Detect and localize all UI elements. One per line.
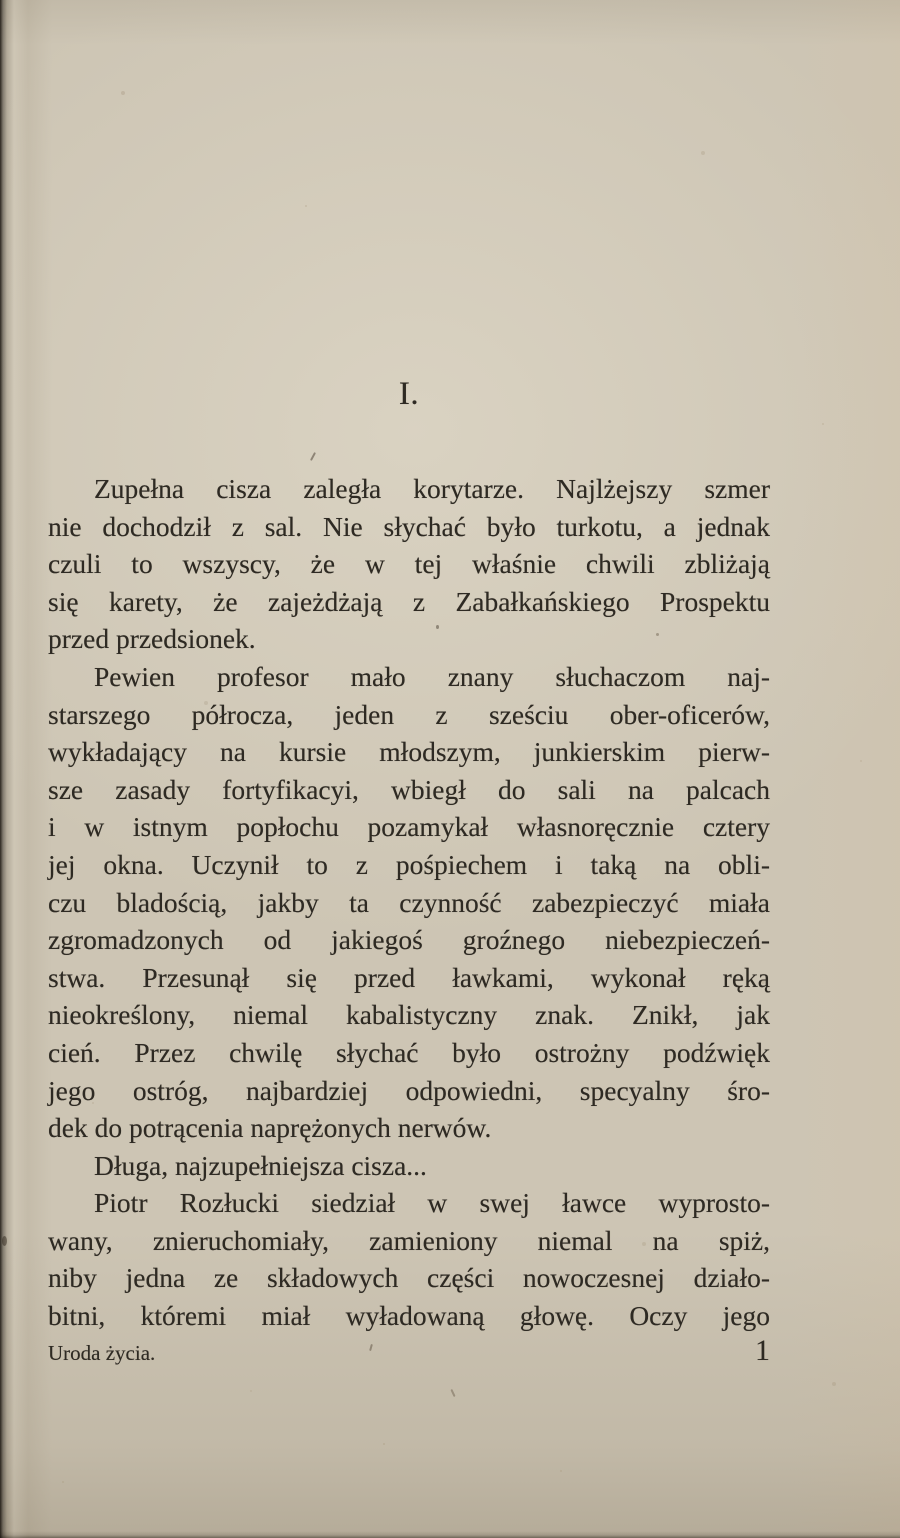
text-line: zgromadzonych od jakiegoś groźnego niebezpieczeń-	[48, 924, 770, 956]
text-line: czuli to wszyscy, że w tej właśnie chwili zbliżają	[48, 548, 770, 580]
footer-running-title: Uroda życia.	[48, 1341, 156, 1365]
text-line: dek do potrącenia naprężonych nerwów.	[48, 1112, 492, 1144]
text-line: jej okna. Uczynił to z pośpiechem i taką na obli-	[48, 848, 770, 880]
text-line: jego ostróg, najbardziej odpowiedni, specyalny śro-	[48, 1074, 770, 1106]
ink-speck	[310, 452, 316, 461]
text-line: cień. Przez chwilę słychać było ostrożny podźwięk	[48, 1036, 770, 1068]
text-line: wany, znieruchomiały, zamieniony niemal na spiż,	[48, 1224, 770, 1256]
text-line: stwa. Przesunął się przed ławkami, wykonał ręką	[48, 961, 770, 993]
text-line: przed przedsionek.	[48, 623, 256, 655]
text-line: niby jedna ze składowych części nowoczesnej działo-	[48, 1262, 770, 1294]
text-line: nie dochodził z sal. Nie słychać było turkotu, a jednak	[48, 510, 770, 542]
text-line: Pewien profesor mało znany słuchaczom naj-	[94, 660, 770, 692]
text-line: Zupełna cisza zaległa korytarze. Najlżejszy szmer	[94, 473, 770, 504]
ink-speck	[2, 1236, 7, 1246]
text-line: Piotr Rozłucki siedział w swej ławce wyprosto-	[94, 1187, 770, 1219]
text-line: starszego półrocza, jeden z sześciu ober-oficerów,	[48, 698, 770, 730]
text-line: czu bladością, jakby ta czynność zabezpieczyć miała	[48, 886, 770, 918]
text-line: sze zasady fortyfikacyi, wbiegł do sali na palcach	[48, 773, 770, 805]
text-line: bitni, któremi miał wyładowaną głowę. Oczy jego	[48, 1300, 770, 1332]
ink-speck	[450, 1389, 455, 1397]
text-line: się karety, że zajeżdżają z Zabałkańskiego Prospektu	[48, 585, 770, 617]
text-line: Długa, najzupełniejsza cisza...	[94, 1149, 427, 1181]
body-text	[48, 470, 770, 1335]
text-line: nieokreślony, niemal kabalistyczny znak. Znikł, jak	[48, 999, 770, 1031]
chapter-heading: I.	[398, 376, 420, 412]
text-line: wykładający na kursie młodszym, junkierskim pierw-	[48, 736, 770, 768]
page-number: 1	[755, 1334, 770, 1367]
text-line: i w istnym popłochu pozamykał własnoręcznie cztery	[48, 811, 770, 843]
